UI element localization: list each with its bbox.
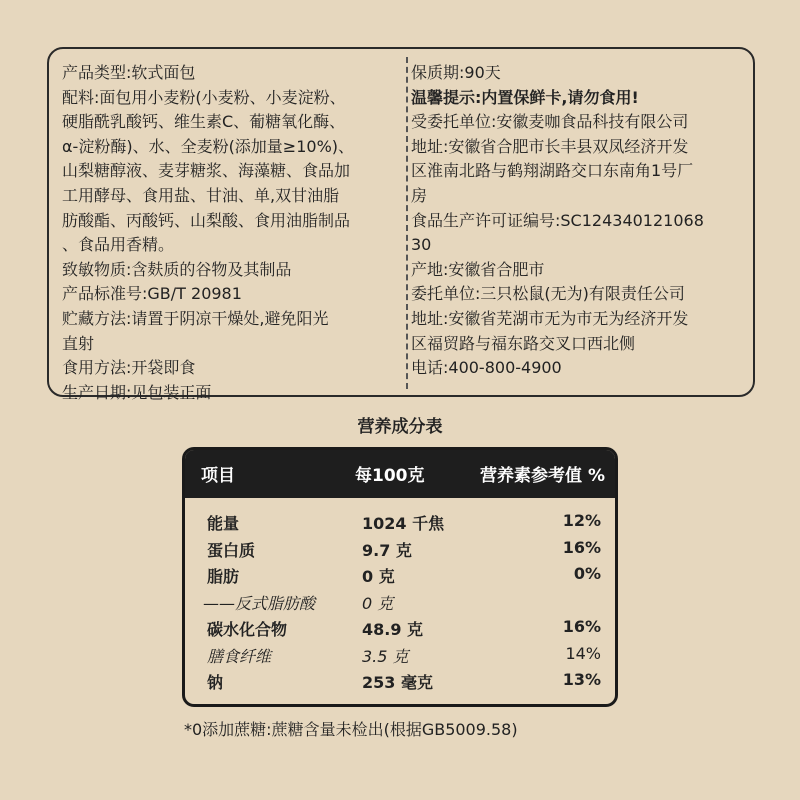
table-row <box>185 509 615 536</box>
manufacturer-address-line: 房 <box>411 185 428 205</box>
product-info-box <box>47 47 755 402</box>
product-info-left-column <box>62 61 407 405</box>
ingredients-line: 山梨糖醇液、麦芽糖浆、海藻糖、食品加 <box>62 161 351 181</box>
ingredients-line: 、食品用香精。 <box>62 235 175 255</box>
product-type-line: 产品类型:软式面包 <box>62 63 196 82</box>
nutrient-nrv: 16% <box>562 537 601 557</box>
nutrient-value: 0 克 <box>362 593 394 613</box>
ingredients-line: α-淀粉酶)、水、全麦粉(添加量≥10%)、 <box>62 136 355 156</box>
nutrient-value: 48.9 克 <box>362 620 424 639</box>
product-info-right-column <box>411 61 751 381</box>
usage-line: 食用方法:开袋即食 <box>62 358 196 378</box>
nutrient-name: 膳食纤维 <box>207 646 272 666</box>
allergen-line: 致敏物质:含麸质的谷物及其制品 <box>62 259 292 279</box>
license-line: 食品生产许可证编号:SC124340121068 <box>411 210 704 230</box>
storage-line: 贮藏方法:请置于阴凉干燥处,避免阳光 <box>62 308 329 328</box>
client-address-line: 区福贸路与福东路交叉口西北侧 <box>411 333 636 353</box>
manufacturer-line: 受委托单位:安徽麦咖食品科技有限公司 <box>411 112 689 132</box>
shelf-life-line: 保质期:90天 <box>411 63 501 82</box>
ingredients-line: 工用酵母、食用盐、甘油、单,双甘油脂 <box>62 185 340 205</box>
ingredients-line: 硬脂酰乳酸钙、维生素C、葡糖氧化酶、 <box>62 112 346 132</box>
manufacturer-address-line: 区淮南北路与鹤翔湖路交口东南角1号厂 <box>411 161 694 181</box>
table-row <box>185 668 615 695</box>
nutrient-nrv: 16% <box>562 617 601 636</box>
nutrient-name: 脂肪 <box>207 567 240 586</box>
warning-line: 温馨提示:内置保鲜卡,请勿食用! <box>411 87 639 107</box>
origin-line: 产地:安徽省合肥市 <box>411 259 545 279</box>
client-line: 委托单位:三只松鼠(无为)有限责任公司 <box>411 284 685 304</box>
sugar-footnote: *0添加蔗糖:蔗糖含量未检出(根据GB5009.58) <box>184 720 518 739</box>
header-item: 项目 <box>201 466 235 486</box>
nutrient-nrv: 0% <box>573 564 601 583</box>
nutrient-nrv: 13% <box>562 670 601 689</box>
header-per-100g: 每100克 <box>355 466 425 486</box>
ingredients-line: 配料:面包用小麦粉(小麦粉、小麦淀粉、 <box>62 87 346 107</box>
nutrient-nrv: 12% <box>562 511 601 530</box>
nutrient-value: 3.5 克 <box>362 646 409 666</box>
nutrition-table-header <box>185 450 615 498</box>
table-row <box>185 536 615 563</box>
production-date-line: 生产日期:见包装正面 <box>62 382 212 402</box>
nutrient-value: 0 克 <box>362 567 395 586</box>
table-row <box>185 615 615 642</box>
nutrient-value: 253 毫克 <box>362 673 433 692</box>
nutrient-value: 1024 千焦 <box>362 514 445 533</box>
client-address-line: 地址:安徽省芜湖市无为市无为经济开发 <box>411 308 689 328</box>
header-nrv: 营养素参考值 % <box>480 466 605 486</box>
nutrition-table-body <box>185 498 615 695</box>
nutrition-table-title: 营养成分表 <box>357 417 443 437</box>
nutrient-name: 碳水化合物 <box>207 620 288 639</box>
nutrient-name: 蛋白质 <box>207 540 256 560</box>
table-row <box>185 589 615 616</box>
nutrient-name: ——反式脂肪酸 <box>203 593 316 613</box>
standard-line: 产品标准号:GB/T 20981 <box>62 284 242 304</box>
license-line: 30 <box>411 235 432 255</box>
storage-line: 直射 <box>62 333 95 353</box>
nutrient-name: 钠 <box>207 673 224 692</box>
phone-line: 电话:400-800-4900 <box>411 358 562 378</box>
table-row <box>185 562 615 589</box>
nutrient-value: 9.7 克 <box>362 540 412 560</box>
table-row <box>185 642 615 669</box>
nutrient-name: 能量 <box>207 514 240 533</box>
nutrient-nrv: 14% <box>565 643 601 663</box>
ingredients-line: 肪酸酯、丙酸钙、山梨酸、食用油脂制品 <box>62 210 351 230</box>
column-divider <box>406 57 408 389</box>
manufacturer-address-line: 地址:安徽省合肥市长丰县双凤经济开发 <box>411 136 689 156</box>
nutrition-table <box>182 447 618 707</box>
